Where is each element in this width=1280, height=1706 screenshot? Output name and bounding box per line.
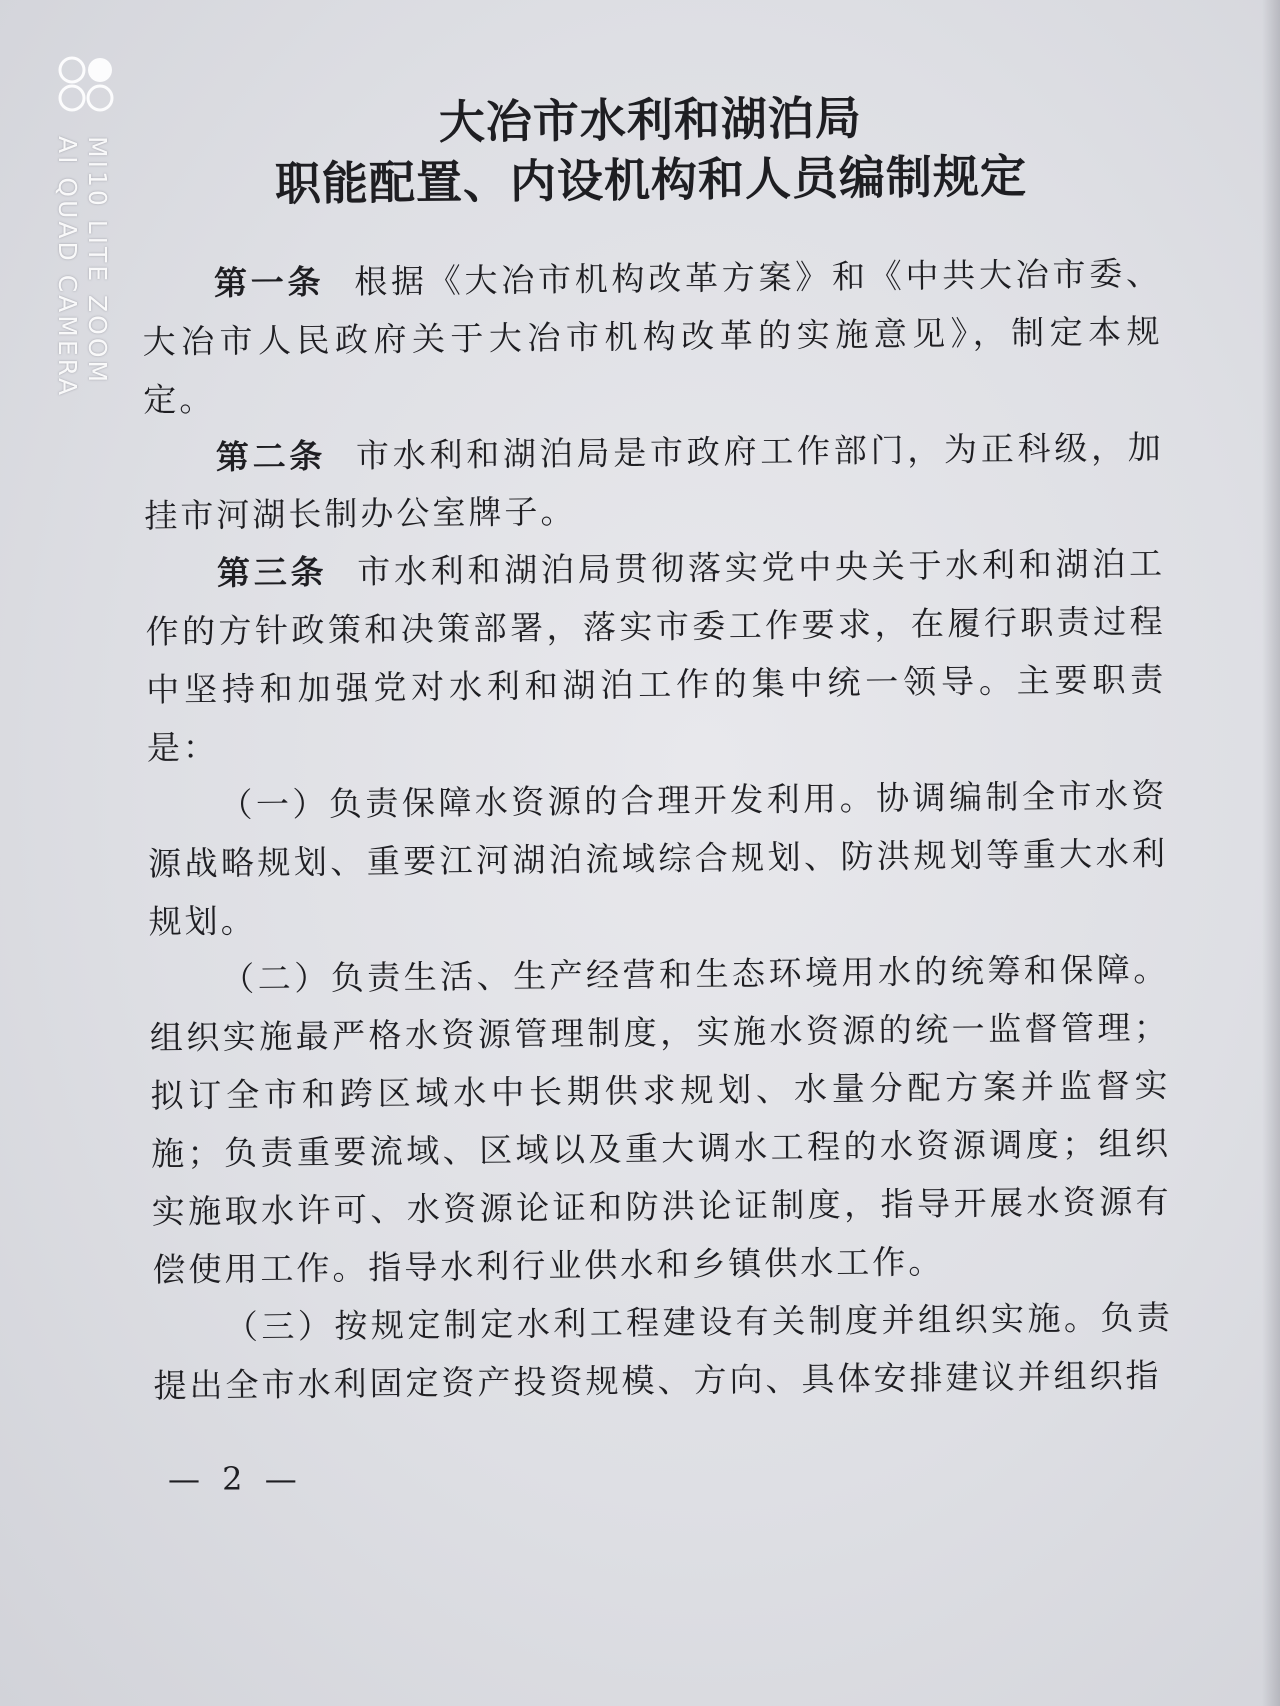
watermark-line2: AI QUAD CAMERA [53,136,82,399]
camera-watermark [52,52,122,432]
document-body [140,85,1174,1416]
article-2-text: 市水利和湖泊局是市政府工作部门，为正科级，加挂市河湖长制办公室牌子。 [144,427,1164,536]
page-edge-shadow [1262,0,1280,1706]
three-circles-logo-icon [56,54,116,116]
watermark-line1: MI10 LITE ZOOM [83,136,112,386]
title-line1: 大冶市水利和湖泊局 [438,90,863,150]
article-2-label: 第二条 [215,436,327,477]
article-3-label: 第三条 [216,552,328,593]
duty-item-2: （二）负责生活、生产经营和生态环境用水的统筹和保障。组织实施最严格水资源管理制度，实施水资源的统一监督管理；拟订全市和跨区域水中长期供求规划、水量分配方案并监督实施；负责重要流域、区域以及重大调水工程的水资源调度；组织实施取水许可、水资源论证和防洪论证制度，指导开展水资源有偿使用工作。指导水利行业供水和乡镇供水工作。 [149,949,1172,1290]
document-title [140,85,1161,216]
watermark-text [52,136,112,398]
title-line2: 职能配置、内设机构和人员编制规定 [274,149,1028,211]
duty-item-3: （三）按规定制定水利工程建设有关制度并组织实施。负责提出全市水利固定资产投资规模、方向、具体安排建议并组织指 [153,1297,1174,1406]
article-1 [142,245,1164,430]
article-3-text: 市水利和湖泊局贯彻落实党中央关于水利和湖泊工作的方针政策和决策部署，落实市委工作要求，在履行职责过程中坚持和加强党对水利和湖泊工作的集中统一领导。主要职责是： [145,543,1167,768]
article-2 [144,419,1165,546]
duty-item-1: （一）负责保障水资源的合理开发利用。协调编制全市水资源战略规划、重要江河湖泊流域综合规划、防洪规划等重大水利规划。 [147,775,1169,942]
article-3 [145,535,1167,778]
article-1-label: 第一条 [213,262,325,303]
page-number: — 2 — [168,1460,303,1498]
article-1-text: 根据《大冶市机构改革方案》和《中共大冶市委、大冶市人民政府关于大冶市机构改革的实施意见》，制定本规定。 [142,253,1163,420]
